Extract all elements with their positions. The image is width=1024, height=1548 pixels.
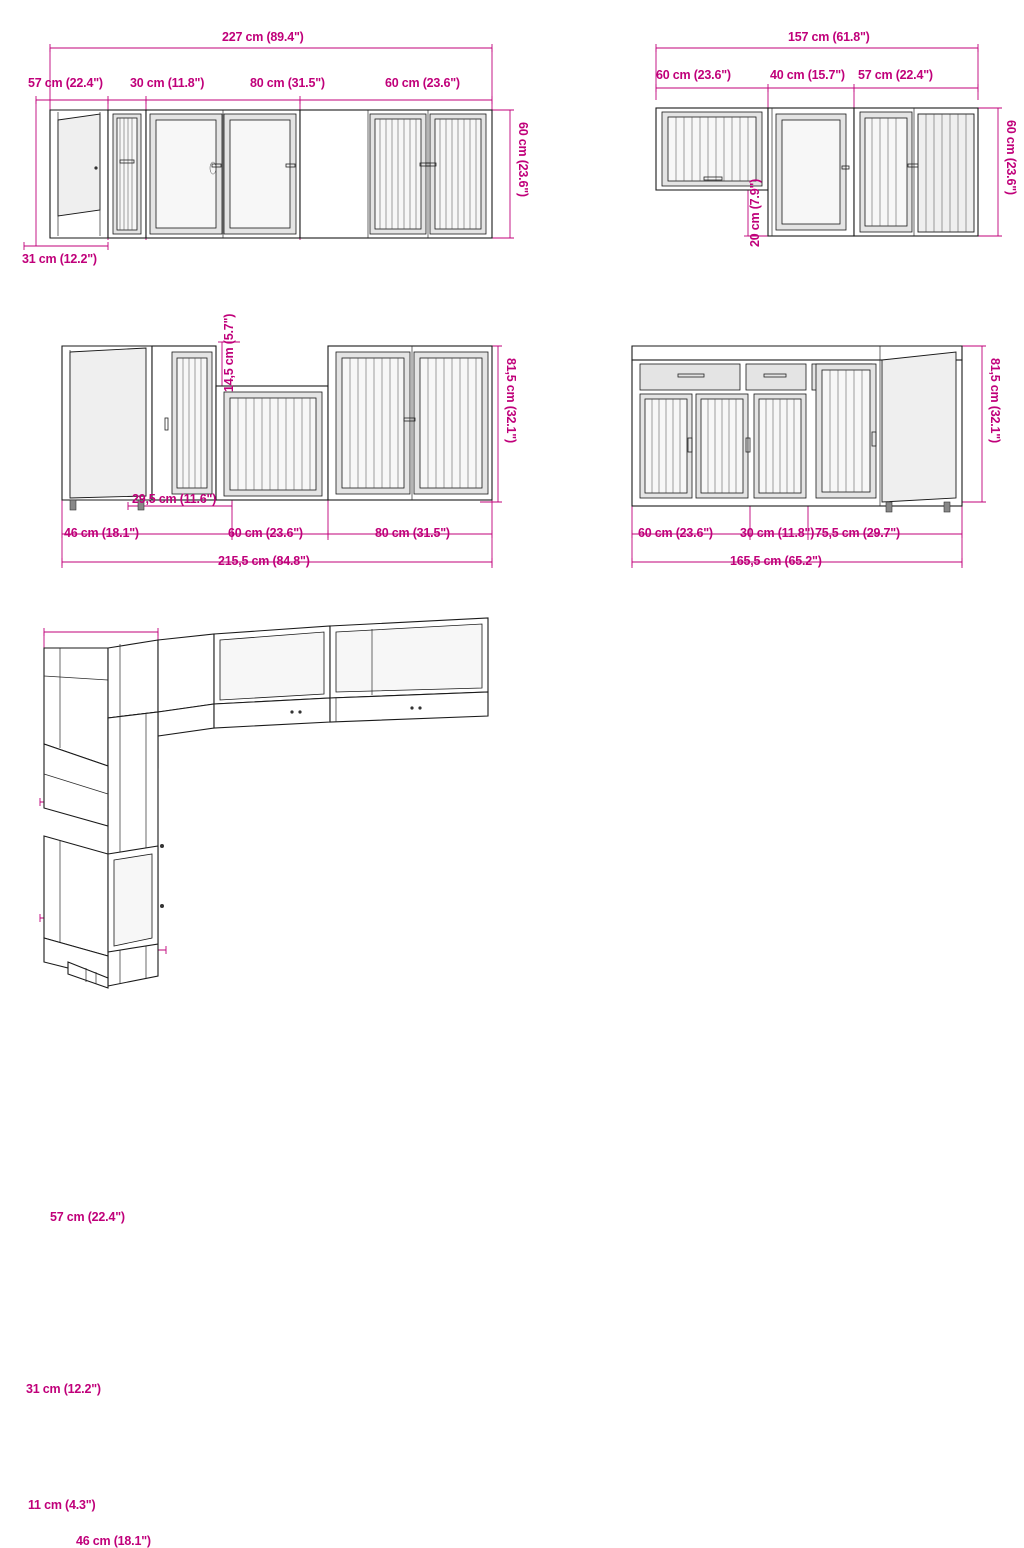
dim-v3-total: 215,5 cm (84.8") [218, 554, 310, 568]
dim-v3-detail1: 14,5 cm (5.7") [222, 313, 236, 392]
dim-v5-low: 11 cm (4.3") [28, 1498, 96, 1512]
dim-v1-total: 227 cm (89.4") [222, 30, 304, 44]
dim-v3-seg1: 46 cm (18.1") [64, 526, 139, 540]
view-base-units-front-left [0, 300, 540, 590]
dim-v3-seg3: 80 cm (31.5") [375, 526, 450, 540]
dim-v5-mid: 31 cm (12.2") [26, 1382, 101, 1396]
dim-v5-top: 57 cm (22.4") [50, 1210, 125, 1224]
dim-v4-seg2: 30 cm (11.8") [740, 526, 815, 540]
view-corner-assembly-perspective [0, 596, 540, 1548]
dim-v1-seg3: 80 cm (31.5") [250, 76, 325, 90]
dim-v5-bottom: 46 cm (18.1") [76, 1534, 151, 1548]
dim-v2-detail: 20 cm (7.9") [748, 178, 762, 247]
dim-v3-seg2: 60 cm (23.6") [228, 526, 303, 540]
dim-v1-height: 60 cm (23.6") [516, 122, 530, 197]
dim-v1-seg2: 30 cm (11.8") [130, 76, 205, 90]
dim-v2-seg1: 60 cm (23.6") [656, 68, 731, 82]
view-base-units-front-right [600, 300, 1024, 590]
dim-v4-total: 165,5 cm (65.2") [730, 554, 822, 568]
dim-v4-seg3: 75,5 cm (29.7") [815, 526, 900, 540]
view-wall-units-front-right [600, 0, 1024, 280]
dim-v4-height: 81,5 cm (32.1") [988, 358, 1002, 443]
dim-v2-seg3: 57 cm (22.4") [858, 68, 933, 82]
dim-v3-height: 81,5 cm (32.1") [504, 358, 518, 443]
dim-v1-seg4: 60 cm (23.6") [385, 76, 460, 90]
dim-v4-seg1: 60 cm (23.6") [638, 526, 713, 540]
dim-v2-height: 60 cm (23.6") [1004, 120, 1018, 195]
dim-v1-depth: 31 cm (12.2") [22, 252, 97, 266]
dim-v3-detail2: 29,5 cm (11.6") [132, 492, 217, 506]
view-wall-units-front-left [0, 0, 540, 280]
dim-v2-seg2: 40 cm (15.7") [770, 68, 845, 82]
dim-v2-total: 157 cm (61.8") [788, 30, 870, 44]
dim-v1-seg1: 57 cm (22.4") [28, 76, 103, 90]
